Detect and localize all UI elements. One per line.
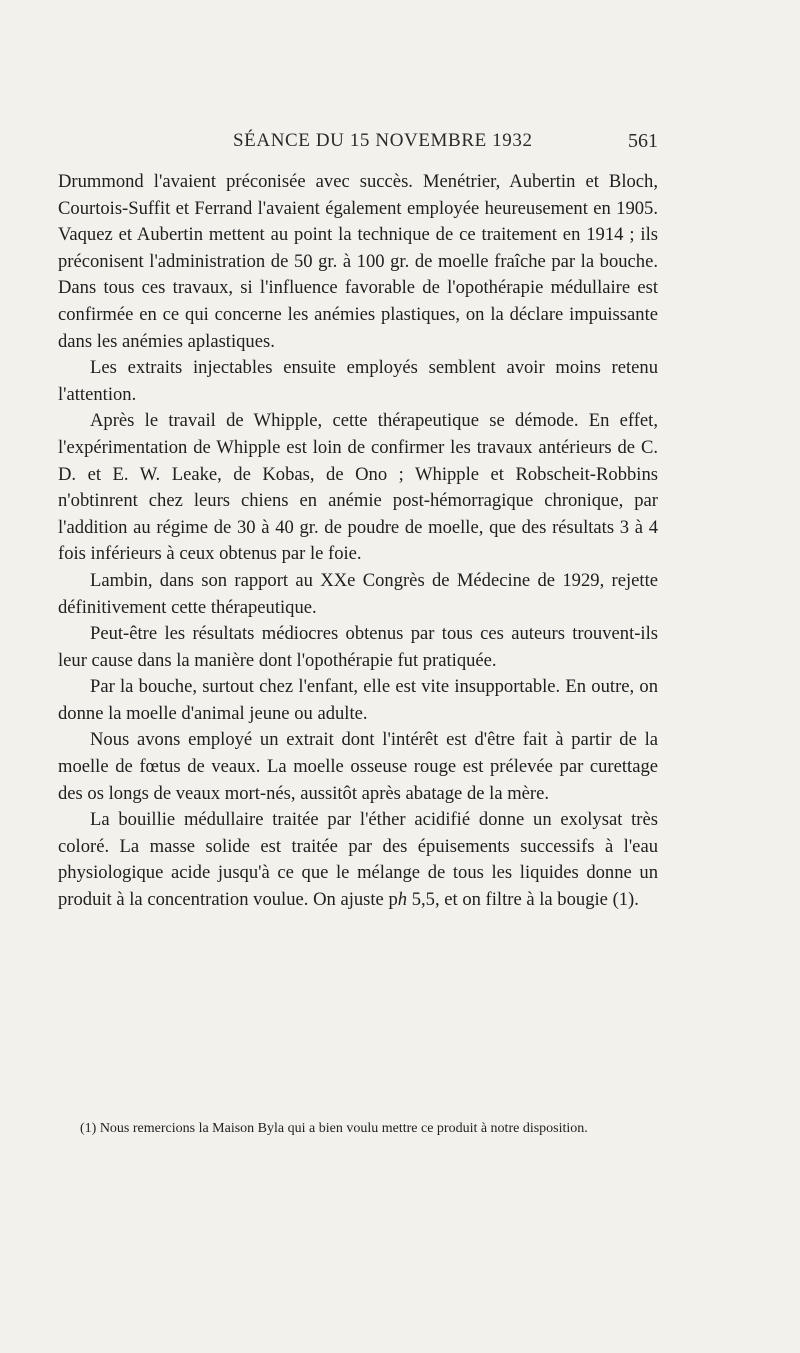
paragraph-8-part-2: 5,5, et on filtre à la bougie (1). (407, 889, 639, 911)
paragraph-4: Lambin, dans son rapport au XXe Congrès de Médecine de 1929, rejette définitivement cette thérapeutique. (58, 569, 658, 618)
page-number: 561 (628, 130, 658, 152)
paragraph-1: Drummond l'avaient préconisée avec succès. Menétrier, Aubertin et Bloch, Courtois-Suffit et Ferrand l'avaient également employée heureusement en 1905. Vaquez et Aubertin mettent au point la technique de ce traitement en 1914 ; ils préconisent l'administration de 50 gr. à 100 gr. de moelle fraîche par la bouche. Dans tous ces travaux, si l'influence favorable de l'opothérapie médullaire est confirmée en ce qui concerne les anémies plastiques, on la déclare impuissante dans les anémies aplastiques. (58, 171, 658, 352)
running-header-title: SÉANCE DU 15 NOVEMBRE 1932 (233, 130, 533, 151)
paragraph-8 (58, 807, 658, 913)
paragraph-7: Nous avons employé un extrait dont l'intérêt est d'être fait à partir de la moelle de fœtus de veaux. La moelle osseuse rouge est prélevée par curettage des os longs de veaux mort-nés, aussitôt après abatage de la mère. (58, 729, 658, 804)
paragraph-8-part-1: La bouillie médullaire traitée par l'éther acidifié donne un exolysat très coloré. La masse solide est traitée par des épuisements successifs à l'eau physiologique acide jusqu'à ce que le mélange de tous les liquides donne un produit à la concentration voulue. On ajuste p (58, 809, 658, 911)
paragraph-2: Les extraits injectables ensuite employés semblent avoir moins retenu l'attention. (58, 357, 658, 405)
running-header (58, 130, 658, 158)
ph-italic: h (397, 889, 408, 911)
footnote: (1) Nous remercions la Maison Byla qui a bien voulu mettre ce produit à notre disposition. (80, 1121, 588, 1136)
body-text (58, 169, 658, 914)
paragraph-3: Après le travail de Whipple, cette thérapeutique se démode. En effet, l'expérimentation de Whipple est loin de confirmer les travaux antérieurs de C. D. et E. W. Leake, de Kobas, de Ono ; Whipple et Robscheit-Robbins n'obtinrent chez leurs chiens en anémie post-hémorragique chronique, par l'addition au régime de 30 à 40 gr. de poudre de moelle, que des résultats 3 à 4 fois inférieurs à ceux obtenus par le foie. (58, 410, 658, 565)
paragraph-6: Par la bouche, surtout chez l'enfant, elle est vite insupportable. En outre, on donne la moelle d'animal jeune ou adulte. (58, 676, 658, 724)
paragraph-5: Peut-être les résultats médiocres obtenus par tous ces auteurs trouvent-ils leur cause dans la manière dont l'opothérapie fut pratiquée. (58, 623, 658, 671)
